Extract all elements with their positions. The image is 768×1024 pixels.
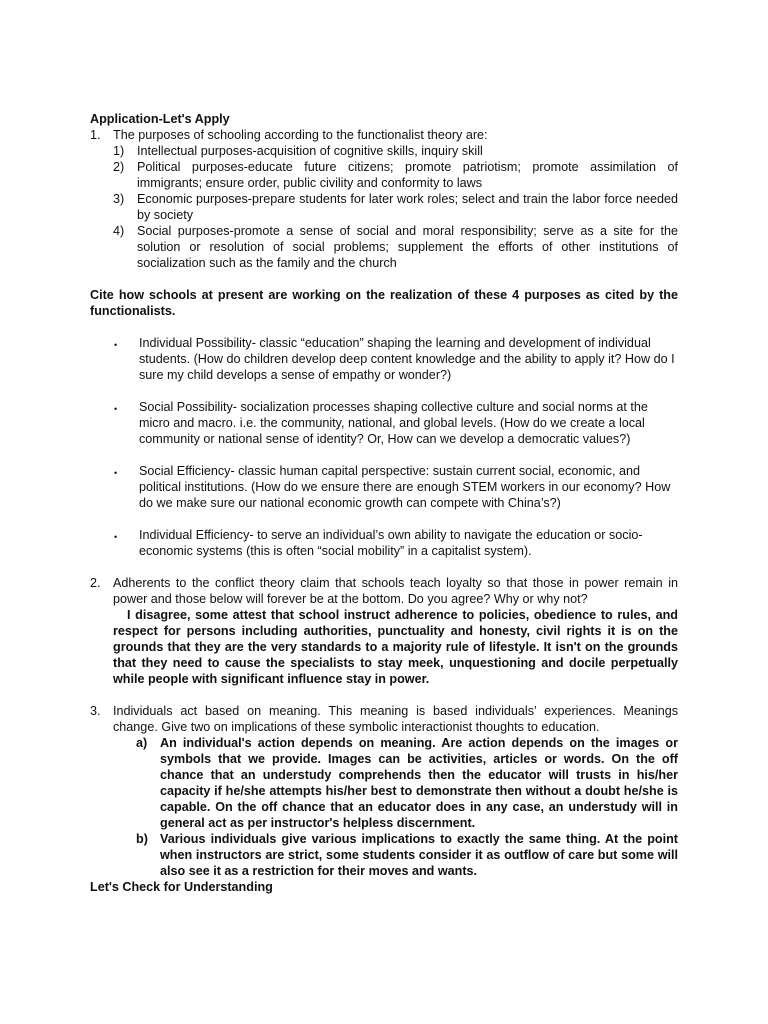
question-number: 2.: [90, 576, 101, 590]
question-text: Adherents to the conflict theory claim that schools teach loyalty so that those in power remain in power and those below will forever be at the bottom. Do you agree? Why or why not?: [113, 576, 678, 606]
question-3: [90, 703, 678, 735]
bullet-icon: •: [114, 404, 118, 414]
purposes-list: [113, 143, 678, 271]
bullet-list: [114, 335, 678, 559]
question-number: 1.: [90, 128, 101, 142]
bullet-text: Individual Possibility- classic “education” shaping the learning and development of individual students. (How do children develop deep content knowledge and the ability to apply it? How do I sure my child develops a sense of empathy or wonder?): [139, 336, 675, 382]
list-item: [114, 335, 678, 383]
item-text: Various individuals give various implications to exactly the same thing. At the point when instructors are strict, some students consider it as outflow of care but some will also see it as a restriction for their moves and wants.: [160, 832, 678, 878]
bullet-icon: •: [114, 532, 118, 542]
item-text: Economic purposes-prepare students for later work roles; select and train the labor force needed by society: [137, 192, 678, 222]
question-number: 3.: [90, 704, 101, 718]
answer-text: I disagree, some attest that school instruct adherence to policies, obedience to rules, and respect for persons including authorities, punctuality and honesty, civil rights it is on the grounds that they are the very standards to a majority rule of lifestyle. It isn't on the grounds that they need to cause the specialists to stay meek, unquestioning and docile perpetually while people with significant influence stay in power.: [113, 608, 678, 686]
item-text: Political purposes-educate future citizens; promote patriotism; promote assimilation of immigrants; ensure order, public civility and conformity to laws: [137, 160, 678, 190]
list-item: [113, 223, 678, 271]
answers-list: [136, 735, 678, 879]
question-2: [90, 575, 678, 607]
section-heading-check: Let's Check for Understanding: [90, 880, 273, 894]
list-item: [113, 159, 678, 191]
bullet-text: Individual Efficiency- to serve an individual’s own ability to navigate the education or socio-economic systems (this is often “social mobility” in a capitalist system).: [139, 528, 643, 558]
document-body: [90, 111, 678, 895]
item-number: a): [136, 736, 148, 750]
bullet-icon: •: [114, 468, 118, 478]
list-item: [114, 527, 678, 559]
item-number: 3): [113, 192, 125, 206]
list-item: [114, 463, 678, 511]
bullet-text: Social Efficiency- classic human capital perspective: sustain current social, economic, and political institutions. (How do we ensure there are enough STEM workers in our economy? How do we make sure our national economic growth can compete with China’s?): [139, 464, 671, 510]
cite-prompt: Cite how schools at present are working on the realization of these 4 purposes as cited by the functionalists.: [90, 288, 678, 318]
item-text: An individual's action depends on meaning. Are action depends on the images or symbols that we provide. Images can be activities, articles or words. On the off chance that an understudy comprehends then the educator will trusts in his/her capacity if he/she attempts his/her best to demonstrate then without a doubt he/she is capable. On the off chance that an educator does in any case, an understudy will in general act as per instructor's helpless discernment.: [160, 736, 678, 830]
bullet-icon: •: [114, 340, 118, 350]
list-item: [113, 143, 678, 159]
item-text: Social purposes-promote a sense of social and moral responsibility; serve as a site for the solution or resolution of social problems; supplement the efforts of other institutions of socialization such as the family and the church: [137, 224, 678, 270]
item-text: Intellectual purposes-acquisition of cognitive skills, inquiry skill: [137, 144, 483, 158]
bullet-text: Social Possibility- socialization processes shaping collective culture and social norms at the micro and macro. i.e. the community, national, and global levels. (How do we create a local community or national sense of identity? Or, How can we develop a democratic values?): [139, 400, 648, 446]
question-text: The purposes of schooling according to the functionalist theory are:: [113, 128, 488, 142]
list-item: [114, 399, 678, 447]
question-text: Individuals act based on meaning. This meaning is based individuals’ experiences. Meanings change. Give two on implications of these symbolic interactionist thoughts to education.: [113, 704, 678, 734]
question-1: [90, 127, 678, 143]
list-item: [113, 191, 678, 223]
section-heading: Application-Let's Apply: [90, 112, 230, 126]
item-number: 1): [113, 144, 125, 158]
list-item: [136, 735, 678, 831]
item-number: 2): [113, 160, 125, 174]
item-number: b): [136, 832, 148, 846]
list-item: [136, 831, 678, 879]
item-number: 4): [113, 224, 125, 238]
